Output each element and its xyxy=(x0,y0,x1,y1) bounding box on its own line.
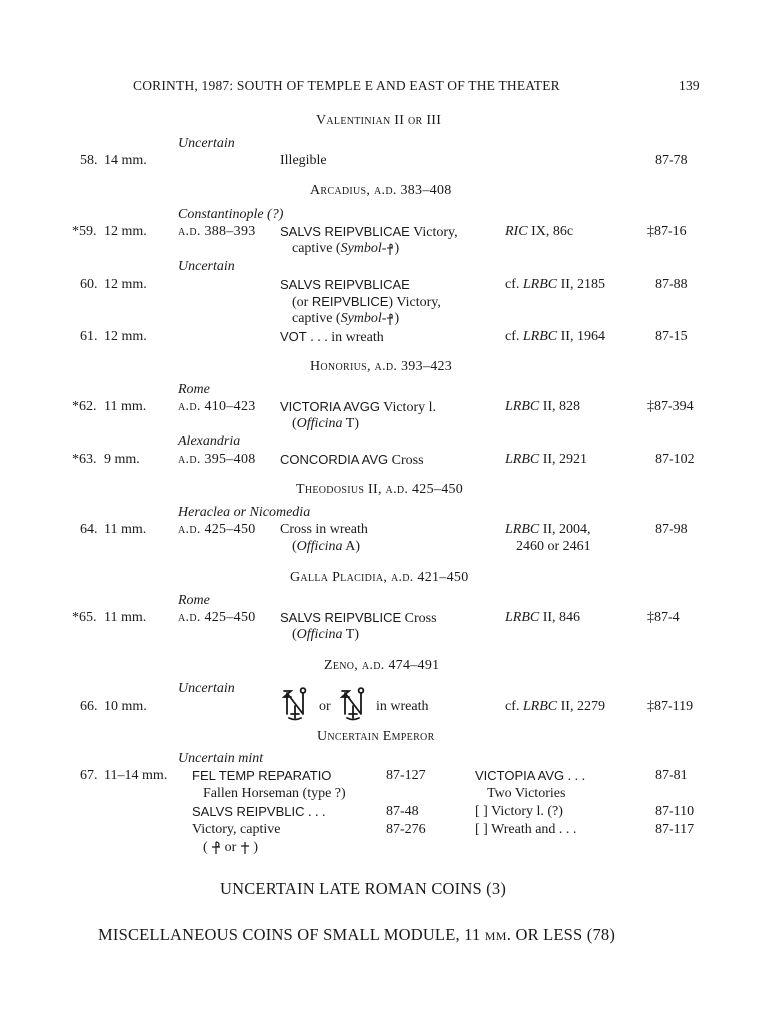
mint-label: Uncertain xyxy=(178,259,235,274)
coin-size: 9 mm. xyxy=(104,452,140,467)
coin-date: a.d. 410–423 xyxy=(178,399,256,414)
entry-number: *63. xyxy=(72,452,97,467)
inventory-number: 87-276 xyxy=(386,822,426,837)
coin-description: Victory, captive xyxy=(192,822,281,837)
coin-description: SALVS REIPVBLICE Cross xyxy=(280,610,437,626)
inventory-number: 87-15 xyxy=(655,329,688,344)
inventory-number: 87-102 xyxy=(655,452,695,467)
mint-label: Uncertain mint xyxy=(178,751,264,766)
section-honorius: Honorius, a.d. 393–423 xyxy=(310,359,453,374)
mint-label: Alexandria xyxy=(178,434,241,449)
coin-description: [ ] Wreath and . . . xyxy=(475,822,577,837)
reference: cf. LRBC II, 2185 xyxy=(505,277,605,292)
entry-number: *59. xyxy=(72,224,97,239)
coin-size: 11 mm. xyxy=(104,399,147,414)
coin-description-line2: captive (Symbol- ) xyxy=(292,241,400,256)
inventory-number: ‡87-119 xyxy=(647,699,694,714)
reference-line2: 2460 or 2461 xyxy=(516,539,591,554)
section-zeno: Zeno, a.d. 474–491 xyxy=(324,658,440,673)
entry-number: *65. xyxy=(72,610,97,625)
inventory-number: 87-98 xyxy=(655,522,688,537)
entry-number: 67. xyxy=(80,768,98,783)
coin-legend: SALVS REIPVBLICAE xyxy=(280,277,410,292)
mint-label: Rome xyxy=(178,593,210,608)
mint-label: Uncertain xyxy=(178,681,235,696)
coin-size: 14 mm. xyxy=(104,153,147,168)
coin-description-line3: captive (Symbol- ) xyxy=(292,311,400,326)
section-valentinian: Valentinian II or III xyxy=(316,113,442,128)
coin-description: Two Victories xyxy=(487,786,566,801)
inventory-number: ‡87-394 xyxy=(647,399,694,414)
reference: LRBC II, 828 xyxy=(505,399,581,414)
mint-label: Rome xyxy=(178,382,210,397)
section-arcadius: Arcadius, a.d. 383–408 xyxy=(310,183,452,198)
entry-number: *62. xyxy=(72,399,97,414)
reference: RIC IX, 86c xyxy=(505,224,574,239)
entry-number: 58. xyxy=(80,153,98,168)
coin-legend: SALVS REIPVBLICAE xyxy=(280,224,410,239)
coin-size: 11 mm. xyxy=(104,610,147,625)
reference: cf. LRBC II, 2279 xyxy=(505,699,605,714)
coin-legend: FEL TEMP REPARATIO xyxy=(192,768,332,783)
or-text: or xyxy=(319,699,331,714)
coin-size: 12 mm. xyxy=(104,329,147,344)
inventory-number: 87-127 xyxy=(386,768,426,783)
monogram-icon xyxy=(340,687,370,721)
monogram-icon xyxy=(282,687,312,721)
mint-label: Heraclea or Nicomedia xyxy=(178,505,311,520)
entry-number: 66. xyxy=(80,699,98,714)
coin-size: 11–14 mm. xyxy=(104,768,168,783)
running-header-title: CORINTH, 1987: SOUTH OF TEMPLE E AND EAST OF THE THEATER xyxy=(133,78,560,93)
inventory-number: 87-78 xyxy=(655,153,688,168)
coin-description-line2: (Officina T) xyxy=(292,627,360,642)
coin-size: 12 mm. xyxy=(104,277,147,292)
coin-size: 10 mm. xyxy=(104,699,147,714)
entry-number: 60. xyxy=(80,277,98,292)
heading-miscellaneous-small-module: MISCELLANEOUS COINS OF SMALL MODULE, 11 mm. OR LESS (78) xyxy=(98,925,616,944)
inventory-number: ‡87-4 xyxy=(647,610,680,625)
cross-icon xyxy=(240,841,250,855)
coin-description: in wreath xyxy=(376,699,429,714)
inventory-number: 87-81 xyxy=(655,768,688,783)
reference: LRBC II, 2921 xyxy=(505,452,588,467)
coin-description-symbols: ( or ) xyxy=(203,840,259,855)
coin-description: CONCORDIA AVG Cross xyxy=(280,452,424,468)
coin-description-line2: (Officina A) xyxy=(292,539,361,554)
reference: LRBC II, 846 xyxy=(505,610,581,625)
coin-description: VICTOPIA AVG . . . xyxy=(475,768,586,784)
mint-label: Constantinople (?) xyxy=(178,207,284,222)
section-theodosius: Theodosius II, a.d. 425–450 xyxy=(296,482,464,497)
coin-description: Fallen Horseman (type ?) xyxy=(203,786,346,801)
coin-description: SALVS REIPVBLIC . . . xyxy=(192,804,326,820)
entry-number: 61. xyxy=(80,329,98,344)
coin-size: 11 mm. xyxy=(104,522,147,537)
coin-description-line2: (or REIPVBLICE) Victory, xyxy=(292,294,441,310)
coin-date: a.d. 425–450 xyxy=(178,610,256,625)
section-uncertain-emperor: Uncertain Emperor xyxy=(317,729,435,744)
coin-date: a.d. 425–450 xyxy=(178,522,256,537)
coin-description: Illegible xyxy=(280,153,327,168)
entry-number: 64. xyxy=(80,522,98,537)
mint-label: Uncertain xyxy=(178,136,235,151)
section-galla-placidia: Galla Placidia, a.d. 421–450 xyxy=(290,570,469,585)
inventory-number: 87-48 xyxy=(386,804,419,819)
inventory-number: 87-117 xyxy=(655,822,695,837)
page-number: 139 xyxy=(679,78,700,93)
coin-description-line2: (Officina T) xyxy=(292,416,360,431)
inventory-number: 87-110 xyxy=(655,804,695,819)
inventory-number: ‡87-16 xyxy=(647,224,687,239)
coin-date: a.d. 395–408 xyxy=(178,452,256,467)
coin-description: SALVS REIPVBLICAE Victory, xyxy=(280,224,458,240)
inventory-number: 87-88 xyxy=(655,277,688,292)
coin-description: [ ] Victory l. (?) xyxy=(475,804,563,819)
heading-uncertain-late-roman: UNCERTAIN LATE ROMAN COINS (3) xyxy=(220,879,507,898)
coin-date: a.d. 388–393 xyxy=(178,224,256,239)
coin-description: Cross in wreath xyxy=(280,522,368,537)
coin-description: VICTORIA AVGG Victory l. xyxy=(280,399,436,415)
staurogram-symbol-icon xyxy=(211,840,221,855)
reference: LRBC II, 2004, xyxy=(505,522,591,537)
coin-description: VOT . . . in wreath xyxy=(280,329,384,345)
reference: cf. LRBC II, 1964 xyxy=(505,329,605,344)
coin-size: 12 mm. xyxy=(104,224,147,239)
